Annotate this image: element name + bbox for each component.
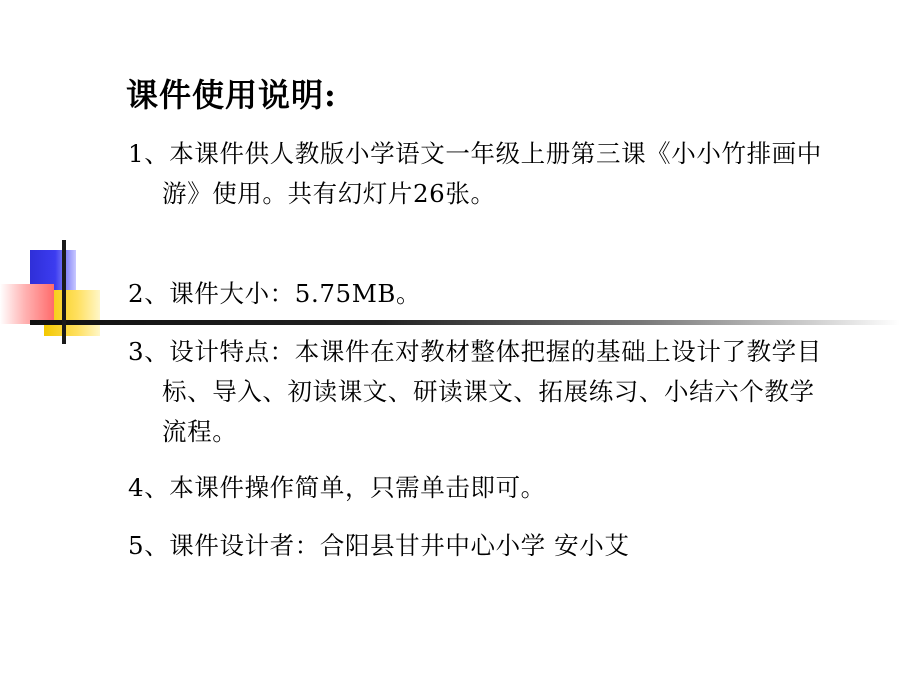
instruction-item-1: 1、本课件供人教版小学语文一年级上册第三课《小小竹排画中游》使用。共有幻灯片26张。 <box>128 139 822 208</box>
instruction-item-5: 5、课件设计者：合阳县甘井中心小学 安小艾 <box>128 531 630 560</box>
slide-title: 课件使用说明: <box>126 76 337 114</box>
instruction-item-3: 3、设计特点：本课件在对教材整体把握的基础上设计了教学目标、导入、初读课文、研读课文、拓展练习、小结六个教学流程。 <box>128 337 822 446</box>
instruction-item-2: 2、课件大小：5.75MB。 <box>128 279 422 308</box>
horizontal-rule-decoration <box>30 320 900 325</box>
vertical-rule-decoration <box>62 240 66 344</box>
red-square-decoration <box>0 284 54 324</box>
instruction-item-4: 4、本课件操作简单，只需单击即可。 <box>128 473 546 502</box>
